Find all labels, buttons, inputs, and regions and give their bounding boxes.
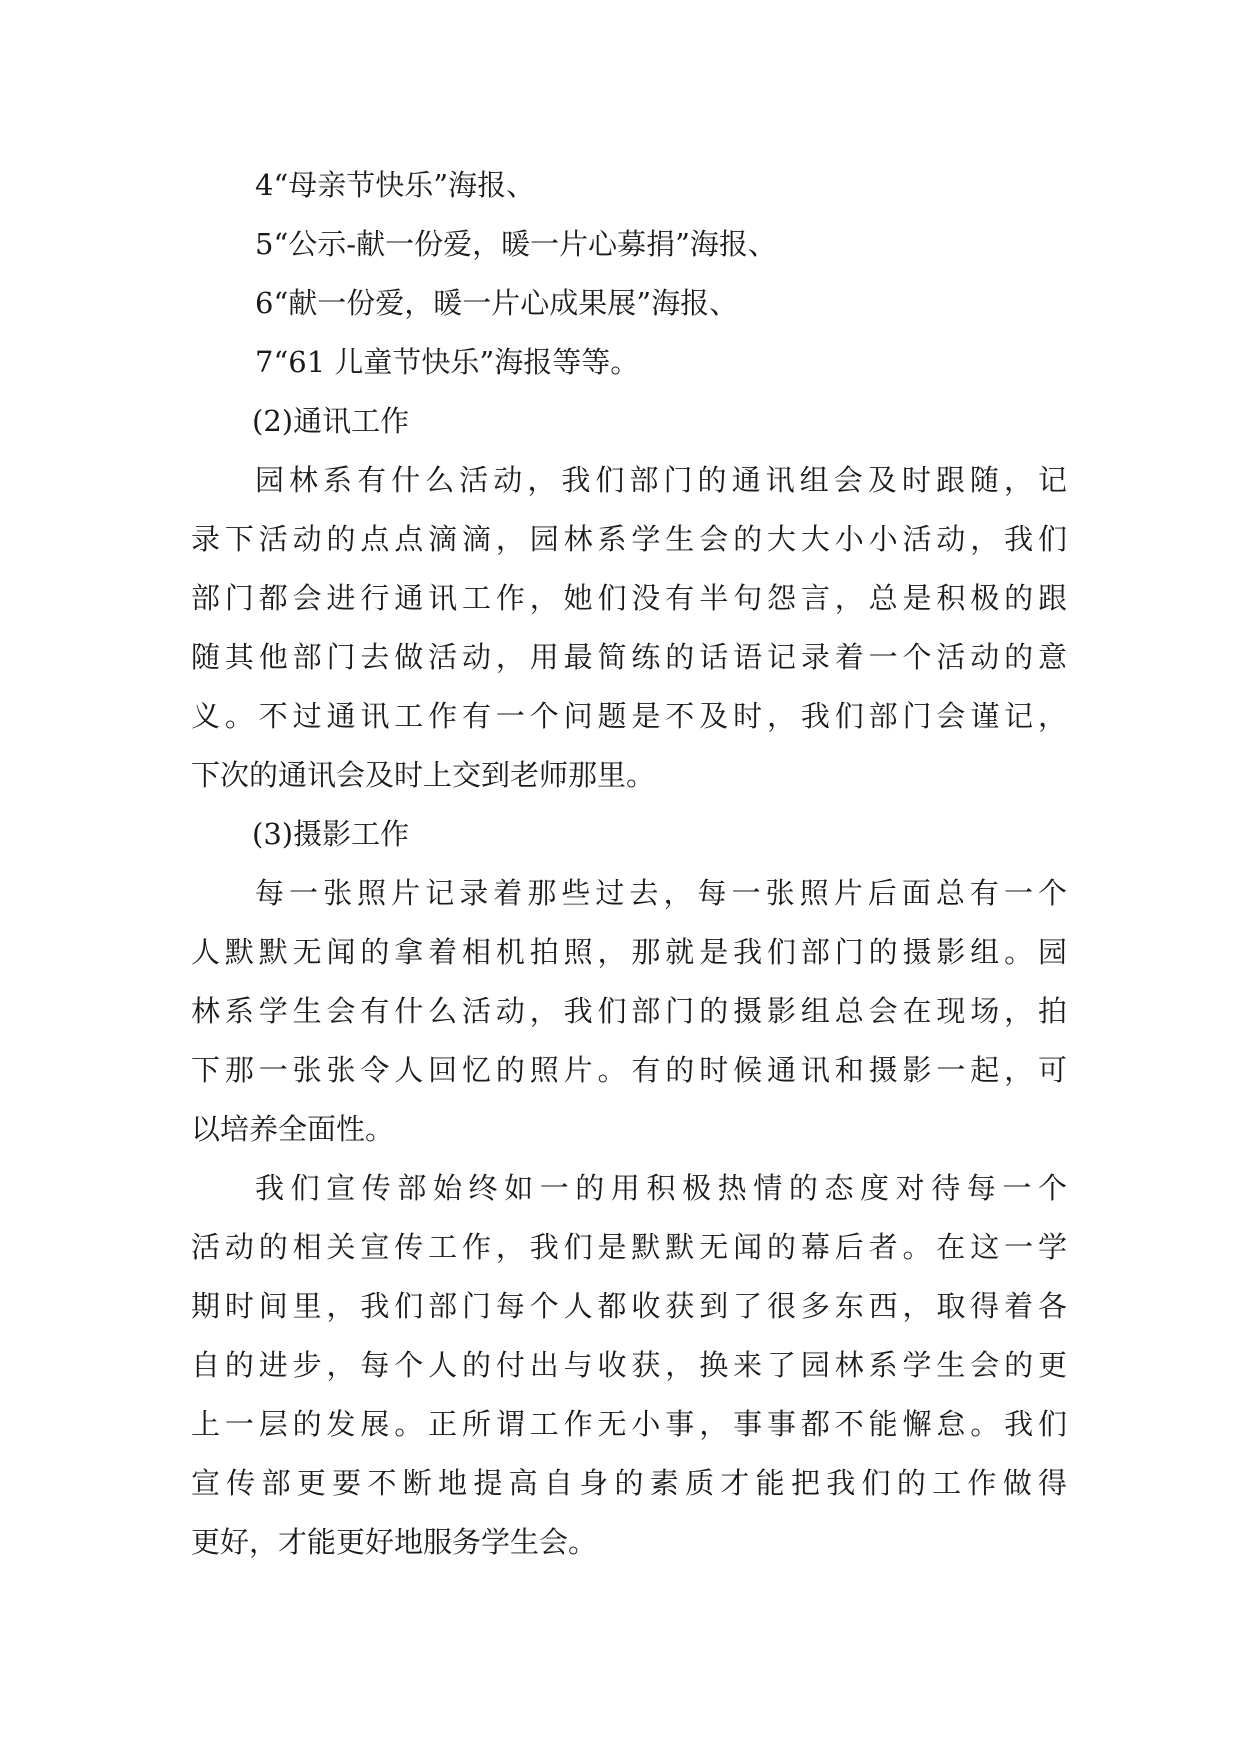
text-line: 我们宣传部始终如一的用积极热情的态度对待每一个 xyxy=(255,1171,1067,1205)
list-item: 4“母亲节快乐”海报、 xyxy=(255,168,536,202)
section-heading-photography: (3)摄影工作 xyxy=(252,817,410,851)
text-line: 以培养全面性。 xyxy=(191,1112,395,1146)
text-line: 园林系有什么活动，我们部门的通讯组会及时跟随，记 xyxy=(255,463,1067,497)
text-line: 期时间里，我们部门每个人都收获到了很多东西，取得着各 xyxy=(191,1289,1067,1323)
text-line: 林系学生会有什么活动，我们部门的摄影组总会在现场，拍 xyxy=(191,994,1067,1028)
section-heading-communication: (2)通讯工作 xyxy=(252,404,410,438)
text-line: 活动的相关宣传工作，我们是默默无闻的幕后者。在这一学 xyxy=(191,1230,1067,1264)
text-line: 人默默无闻的拿着相机拍照，那就是我们部门的摄影组。园 xyxy=(191,935,1067,969)
text-line: 义。不过通讯工作有一个问题是不及时，我们部门会谨记， xyxy=(191,699,1067,733)
paragraph-communication xyxy=(191,451,1067,805)
text-line: 更好，才能更好地服务学生会。 xyxy=(191,1525,598,1559)
list-item: 5“公示-献一份爱，暖一片心募捐”海报、 xyxy=(255,227,777,261)
list-item: 7“61 儿童节快乐”海报等等。 xyxy=(255,345,640,379)
text-line: 下那一张张令人回忆的照片。有的时候通讯和摄影一起，可 xyxy=(191,1053,1067,1087)
text-line: 上一层的发展。正所谓工作无小事，事事都不能懈怠。我们 xyxy=(191,1407,1067,1441)
text-line: 部门都会进行通讯工作，她们没有半句怨言，总是积极的跟 xyxy=(191,581,1067,615)
paragraph-conclusion xyxy=(191,1159,1067,1572)
paragraph-photography xyxy=(191,864,1067,1159)
text-line: 下次的通讯会及时上交到老师那里。 xyxy=(191,758,656,792)
text-line: 每一张照片记录着那些过去，每一张照片后面总有一个 xyxy=(255,876,1067,910)
text-line: 录下活动的点点滴滴，园林系学生会的大大小小活动，我们 xyxy=(191,522,1067,556)
document-body xyxy=(191,156,1067,1572)
text-line: 自的进步，每个人的付出与收获，换来了园林系学生会的更 xyxy=(191,1348,1067,1382)
text-line: 宣传部更要不断地提高自身的素质才能把我们的工作做得 xyxy=(191,1466,1067,1500)
list-item: 6“献一份爱，暖一片心成果展”海报、 xyxy=(255,286,739,320)
text-line: 随其他部门去做活动，用最简练的话语记录着一个活动的意 xyxy=(191,640,1067,674)
